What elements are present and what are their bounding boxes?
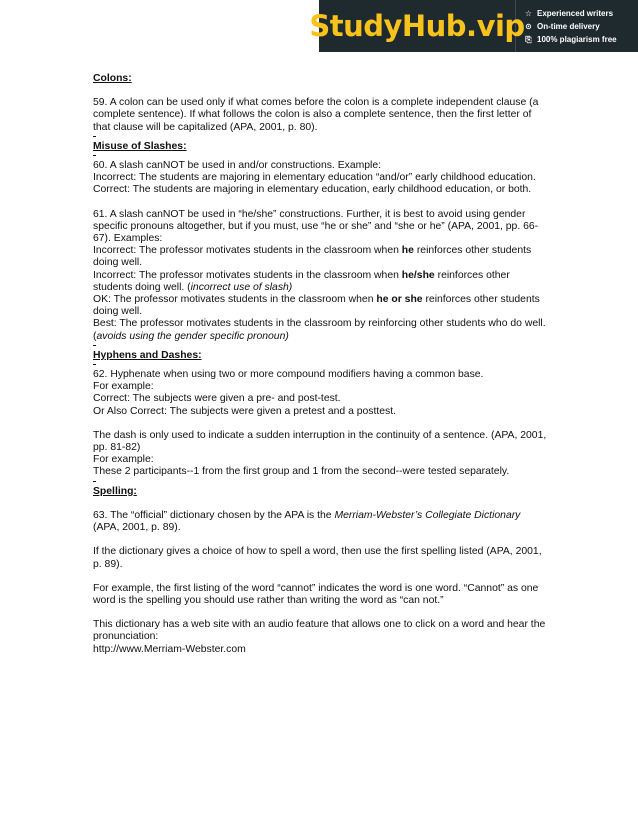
brand-logo[interactable]: StudyHub.vip [319, 0, 516, 52]
badge-label: Experienced writers [537, 8, 614, 18]
section-heading-colons: Colons: [93, 73, 132, 84]
paragraph-60-intro: 60. A slash canNOT be used in and/or constructions. Example: [93, 160, 382, 172]
paragraph-63: 63. The “official” dictionary chosen by the APA is the Merriam-Webster’s Collegiate Dictionary (APA, 2001, p. 89). [93, 509, 521, 534]
clock-icon: ⊙ [525, 21, 532, 31]
badge-list [516, 0, 638, 52]
paragraph-60-incorrect: Incorrect: The students are majoring in elementary education “and/or” early childhood education. [93, 172, 536, 184]
paragraph-59: 59. A colon can be used only if what comes before the colon is a complete independent clause (a complete sentence). If what follows the colon is also a complete sentence, then the first letter of that clause will be capitalized (APA, 2001, p. 80). [93, 97, 539, 133]
star-icon: ☆ [524, 8, 533, 18]
paragraph-spelling-choice: If the dictionary gives a choice of how to spell a word, then use the first spelling listed (APA, 2001, p. 89). [93, 546, 542, 570]
paragraph-dash-rule: The dash is only used to indicate a sudden interruption in the continuity of a sentence. (APA, 2001, pp. 81-82) [93, 429, 547, 454]
paragraph-61-intro: 61. A slash canNOT be used in “he/she” constructions. Further, it is best to avoid using gender specific pronouns altogether, but if you must, use “he or she” and “she or he” (APA, 2001, pp. 66-67). Examples: [93, 208, 539, 245]
paragraph-61-ok: OK: The professor motivates students in the classroom when he or she reinforces other students doing well. [93, 294, 540, 318]
copy-icon: ⎘ [525, 34, 532, 44]
section-heading-spelling: Spelling: [93, 485, 137, 497]
badge-plagiarism-free [524, 34, 638, 45]
paragraph-62-correct: Correct: The subjects were given a pre- and post-test. [93, 393, 341, 405]
paragraph-60-correct: Correct: The students are majoring in elementary education, early childhood education, or both. [93, 184, 532, 196]
paragraph-dash-example-label: For example: [93, 454, 154, 466]
paragraph-61-incorrect-1: Incorrect: The professor motivates students in the classroom when he reinforces other students doing well. [93, 245, 532, 269]
paragraph-62-intro: 62. Hyphenate when using two or more compound modifiers having a common base. [93, 369, 484, 381]
section-heading-hyphens: Hyphens and Dashes: [93, 349, 202, 361]
merriam-webster-link[interactable]: http://www.Merriam-Webster.com [93, 643, 246, 655]
paragraph-cannot-example: For example, the first listing of the word “cannot” indicates the word is one word. “Cannot” as one word is the spelling you should use rather than writing the word as “can not.” [93, 582, 539, 606]
badge-label: On-time delivery [537, 21, 600, 31]
paragraph-61-best: Best: The professor motivates students in the classroom by reinforcing other students who do well. (avoids using the gender specific pronoun) [93, 318, 546, 342]
paragraph-61-incorrect-2: Incorrect: The professor motivates students in the classroom when he/she reinforces other students doing well. (incorrect use of slash) [93, 269, 510, 293]
badge-label: 100% plagiarism free [537, 34, 617, 44]
paragraph-web-site: This dictionary has a web site with an audio feature that allows one to click on a word and hear the pronunciation: [93, 619, 546, 643]
studyhub-banner[interactable] [309, 0, 638, 52]
paragraph-62-also-correct: Or Also Correct: The subjects were given a pretest and a posttest. [93, 405, 397, 417]
paragraph-dash-example: These 2 participants--1 from the first group and 1 from the second--were tested separately. [93, 466, 510, 478]
badge-experienced-writers [524, 8, 638, 19]
section-heading-slashes: Misuse of Slashes: [93, 140, 187, 152]
paragraph-62-example-label: For example: [93, 381, 154, 393]
badge-on-time-delivery [524, 21, 638, 32]
document-body [93, 73, 548, 656]
